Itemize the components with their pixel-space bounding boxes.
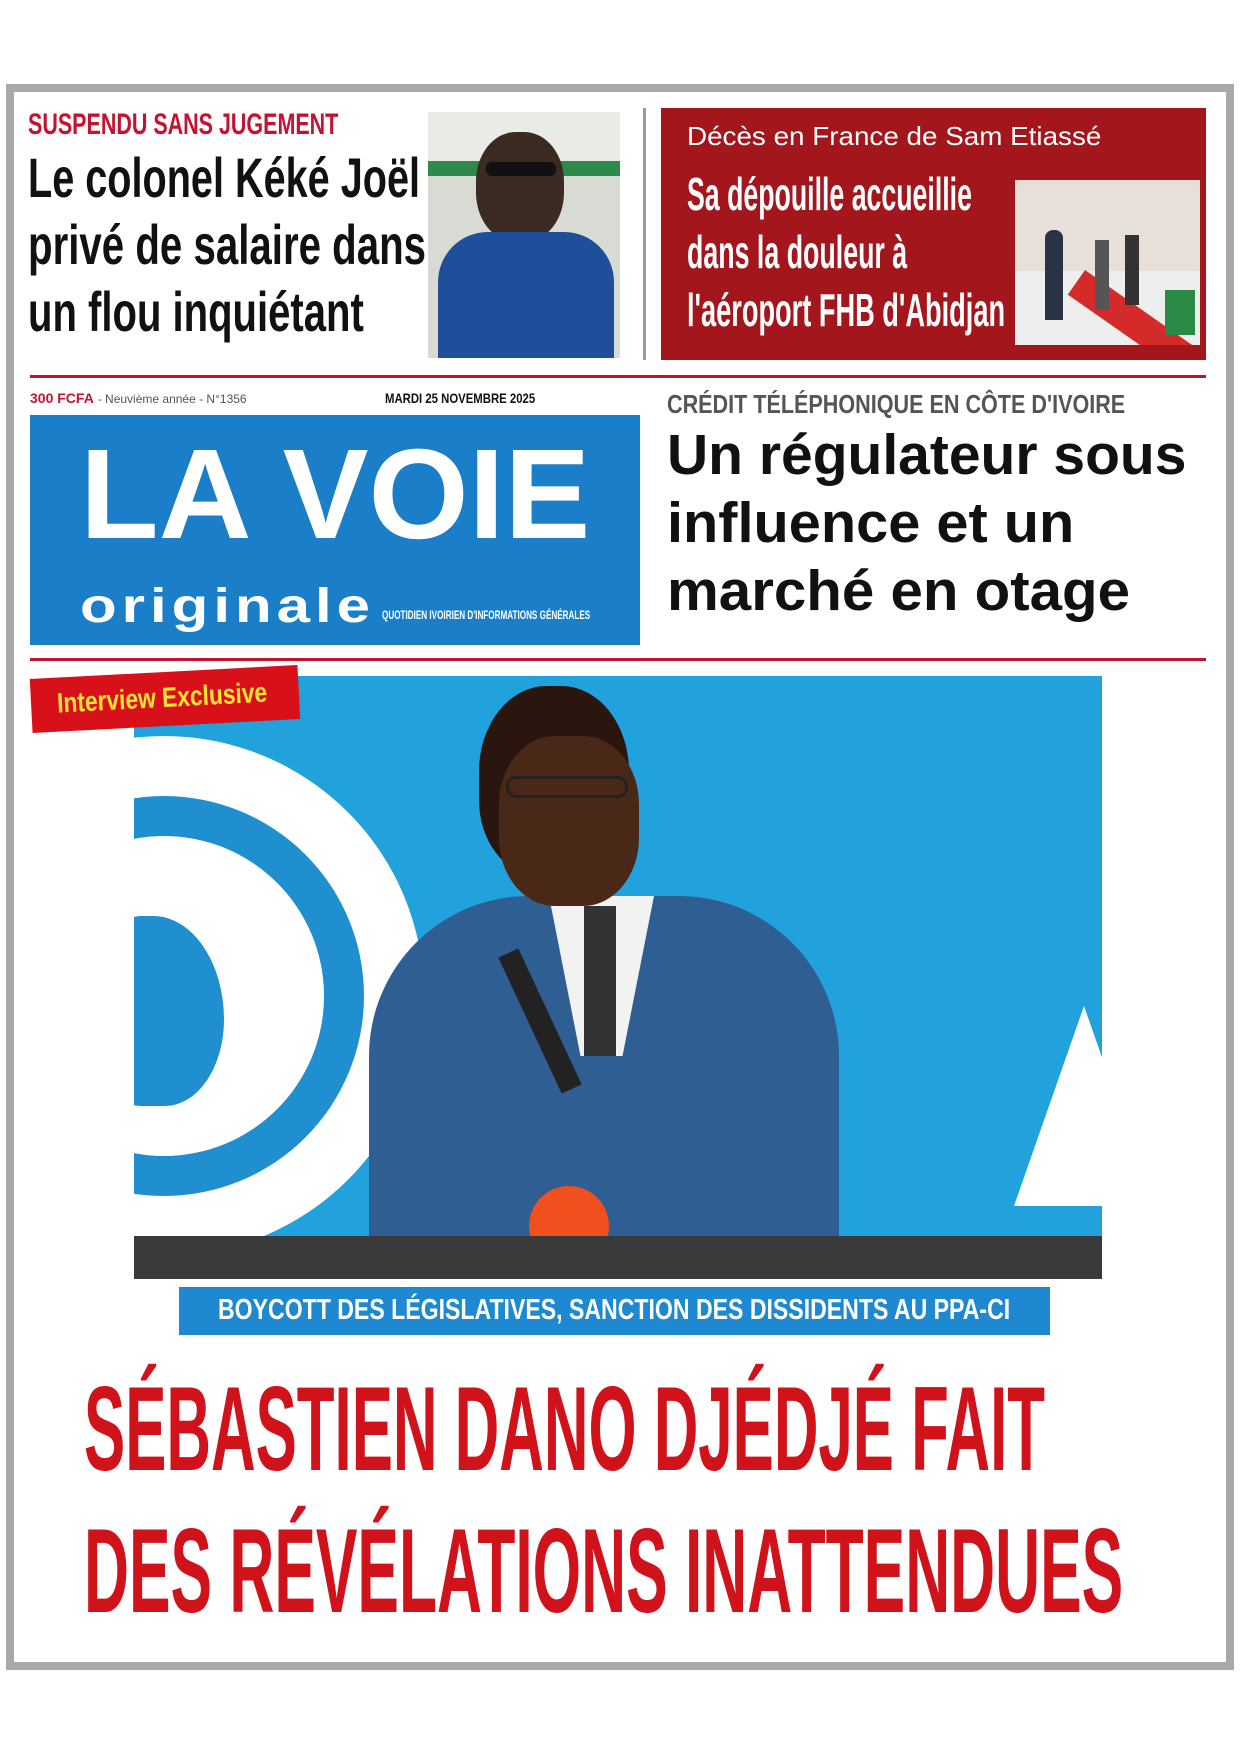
lead-banner (179, 1287, 1050, 1335)
story-headline-line: l'aéroport FHB d'Abidjan (687, 284, 1006, 336)
story-headline-line: privé de salaire dans (28, 213, 427, 276)
story-kicker: CRÉDIT TÉLÉPHONIQUE EN CÔTE D'IVOIRE (667, 389, 1126, 419)
story-headline-line: marché en otage (667, 559, 1130, 623)
story-kicker: Décès en France de Sam Etiassé (687, 121, 1102, 151)
story-headline-line: dans la douleur à (687, 226, 908, 278)
lead-banner-text: BOYCOTT DES LÉGISLATIVES, SANCTION DES DISSIDENTS AU PPA-CI (218, 1294, 1011, 1326)
story-headline-line: Le colonel Kéké Joël (28, 146, 420, 209)
edition-number: - Neuvième année - N°1356 (97, 392, 247, 406)
top-right-story[interactable] (661, 108, 1206, 360)
airport-photo (1015, 180, 1200, 345)
story-headline-line: un flou inquiétant (28, 280, 364, 343)
lead-photo (134, 676, 1102, 1279)
logo-subtitle: originale (80, 580, 376, 633)
colonel-photo (428, 112, 620, 358)
story-headline-line: Sa dépouille accueillie (687, 168, 972, 220)
exclusive-tag-label: Interview Exclusive (56, 676, 268, 719)
logo (30, 415, 640, 645)
story-headline-line: Un régulateur sous (667, 423, 1187, 487)
price: 300 FCFA (30, 390, 94, 406)
column-divider (643, 108, 646, 360)
logo-tagline: QUOTIDIEN IVOIRIEN D'INFORMATIONS GÉNÉRALES (382, 608, 591, 622)
story-headline-line: influence et un (667, 491, 1075, 555)
issue-date: MARDI 25 NOVEMBRE 2025 (385, 390, 536, 406)
story-kicker: SUSPENDU SANS JUGEMENT (28, 108, 339, 141)
lead-headline-line: DES RÉVÉLATIONS INATTENDUES (84, 1504, 1124, 1638)
logo-title: LA VOIE (80, 423, 591, 566)
section-rule (30, 658, 1206, 661)
section-rule (30, 375, 1206, 378)
lead-headline-line: SÉBASTIEN DANO DJÉDJÉ FAIT (84, 1362, 1045, 1496)
